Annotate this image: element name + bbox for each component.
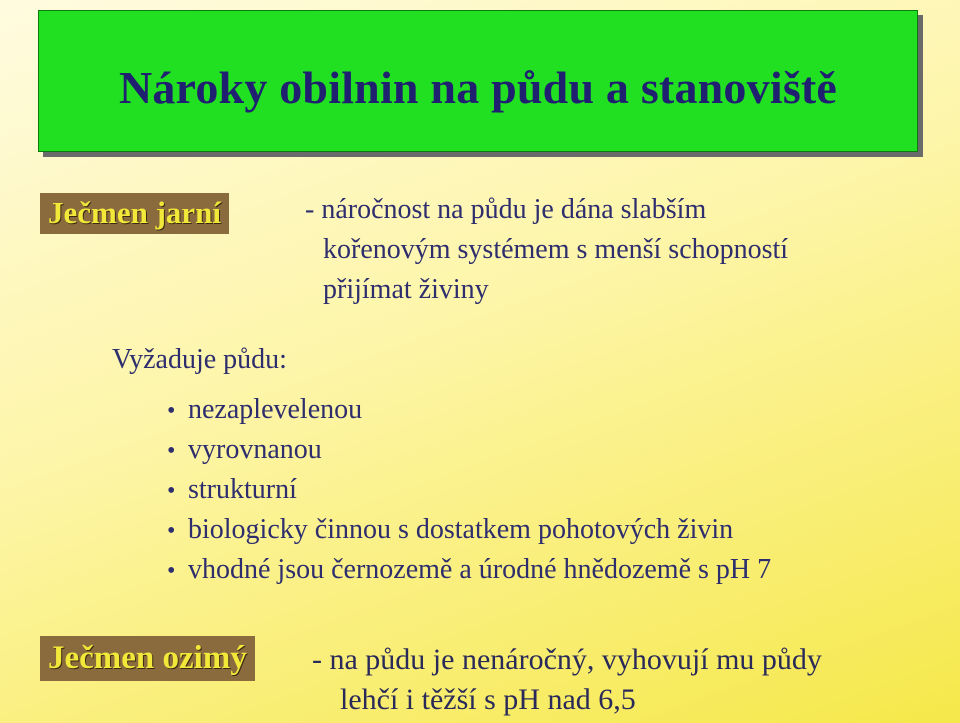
bullet-item: • biologicky činnou s dostatkem pohotových živin — [167, 510, 771, 550]
title-box — [38, 10, 918, 152]
jarni-line-3: přijímat živiny — [323, 274, 489, 305]
jarni-line-2: kořenovým systémem s menší schopností — [323, 234, 789, 265]
page-title: Nároky obilnin na půdu a stanoviště — [118, 62, 838, 113]
bullet-item: • vhodné jsou černozemě a úrodné hnědozemě s pH 7 — [167, 550, 771, 590]
label-jecmen-ozimy: Ječmen ozimý — [40, 636, 255, 681]
ozimy-line-1: - na půdu je nenáročný, vyhovují mu půdy — [312, 643, 822, 676]
requirement-heading: Vyžaduje půdu: — [112, 344, 287, 375]
bullet-item: • strukturní — [167, 470, 771, 510]
jarni-line-1: - náročnost na půdu je dána slabším — [305, 194, 707, 225]
ozimy-line-2: lehčí i těžší s pH nad 6,5 — [340, 683, 636, 716]
jarni-description — [305, 190, 788, 310]
label-jecmen-jarni: Ječmen jarní — [40, 193, 229, 234]
requirement-list — [167, 390, 771, 590]
bullet-item: • vyrovnanou — [167, 430, 771, 470]
bullet-item: • nezaplevelenou — [167, 390, 771, 430]
ozimy-description — [312, 640, 822, 720]
